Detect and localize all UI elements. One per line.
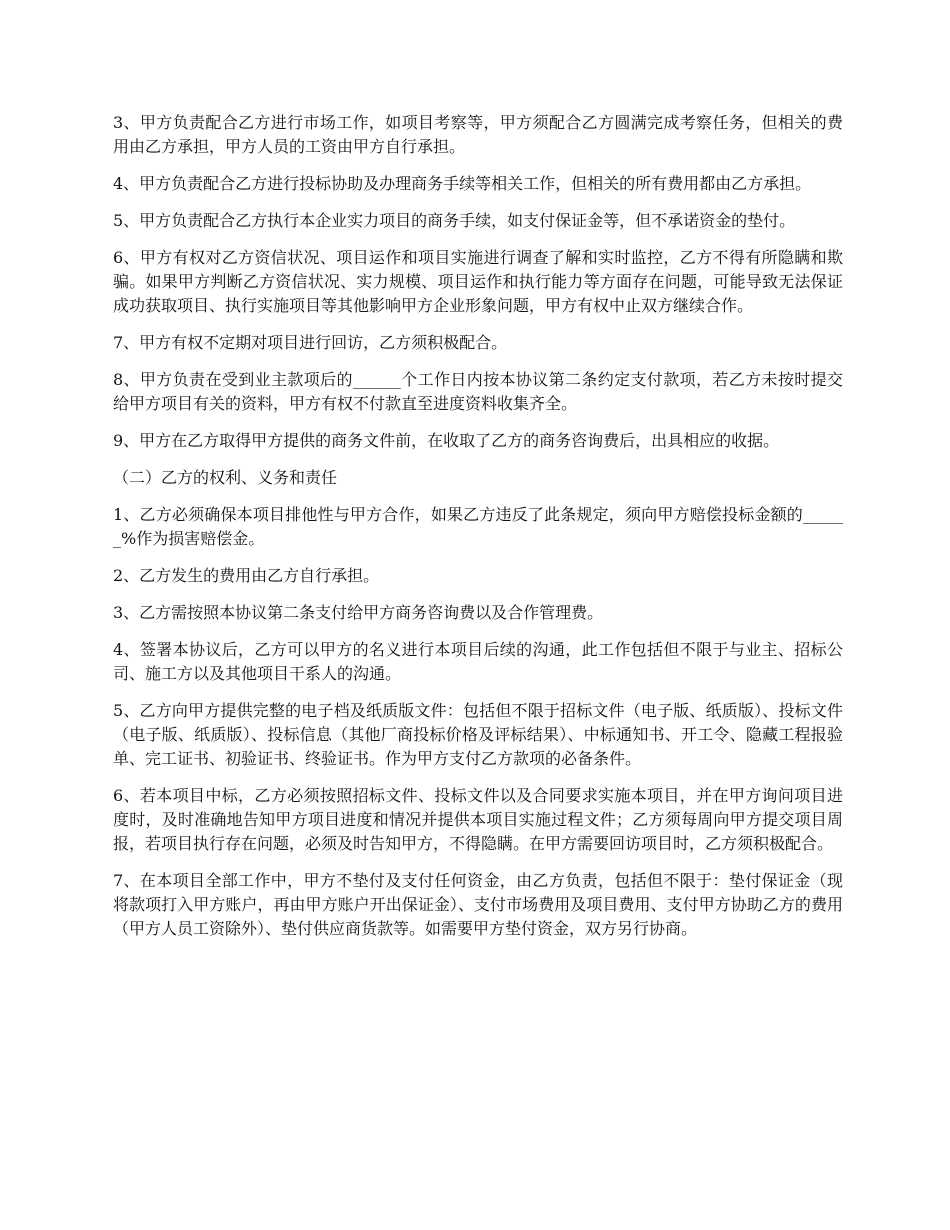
clause-a7: 7、甲方有权不定期对项目进行回访，乙方须积极配合。 [113,333,508,352]
section-heading-party-b: （二）乙方的权利、义务和责任 [113,468,338,487]
clause-b4: 4、签署本协议后，乙方可以甲方的名义进行本项目后续的沟通，此工作包括但不限于与业主、招标公司、施工方以及其他项目干系人的沟通。 [113,640,843,683]
clause-b6: 6、若本项目中标，乙方必须按照招标文件、投标文件以及合同要求实施本项目，并在甲方询问项目进度时，及时准确地告知甲方项目进度和情况并提供本项目实施过程文件；乙方须每周向甲方提交项目周报，若项目执行存在问题，必须及时告知甲方，不得隐瞒。在甲方需要回访项目时，乙方须积极配合。 [113,786,843,853]
clause-a5: 5、甲方负责配合乙方执行本企业实力项目的商务手续，如支付保证金等，但不承诺资金的垫付。 [113,211,796,230]
clause-a6: 6、甲方有权对乙方资信状况、项目运作和项目实施进行调查了解和实时监控，乙方不得有所隐瞒和欺骗。如果甲方判断乙方资信状况、实力规模、项目运作和执行能力等方面存在问题，可能导致无法保证成功获取项目、执行实施项目等其他影响甲方企业形象问题，甲方有权中止双方继续合作。 [113,248,843,315]
clause-b7: 7、在本项目全部工作中，甲方不垫付及支付任何资金，由乙方负责，包括但不限于：垫付保证金（现将款项打入甲方账户，再由甲方账户开出保证金）、支付市场费用及项目费用、支付甲方协助乙方的费用（甲方人员工资除外）、垫付供应商货款等。如需要甲方垫付资金，双方另行协商。 [113,871,843,938]
clause-a9: 9、甲方在乙方取得甲方提供的商务文件前，在收取了乙方的商务咨询费后，出具相应的收据。 [113,431,780,450]
clause-a4: 4、甲方负责配合乙方进行投标协助及办理商务手续等相关工作，但相关的所有费用都由乙方承担。 [113,174,812,193]
clause-b5: 5、乙方向甲方提供完整的电子档及纸质版文件：包括但不限于招标文件（电子版、纸质版）、投标文件（电子版、纸质版）、投标信息（其他厂商投标价格及评标结果）、中标通知书、开工令、隐藏工程报验单、完工证书、初验证书、终验证书。作为甲方支付乙方款项的必备条件。 [113,701,843,768]
clause-b3: 3、乙方需按照本协议第二条支付给甲方商务咨询费以及合作管理费。 [113,603,604,622]
clause-a3: 3、甲方负责配合乙方进行市场工作，如项目考察等，甲方须配合乙方圆满完成考察任务，但相关的费用由乙方承担，甲方人员的工资由甲方自行承担。 [113,113,843,156]
clause-b1: 1、乙方必须确保本项目排他性与甲方合作，如果乙方违反了此条规定，须向甲方赔偿投标金额的______%作为损害赔偿金。 [113,505,843,548]
clause-a8: 8、甲方负责在受到业主款项后的______个工作日内按本协议第二条约定支付款项，若乙方未按时提交给甲方项目有关的资料，甲方有权不付款直至进度资料收集齐全。 [113,370,843,413]
document-body [113,111,843,954]
clause-b2: 2、乙方发生的费用由乙方自行承担。 [113,566,380,585]
